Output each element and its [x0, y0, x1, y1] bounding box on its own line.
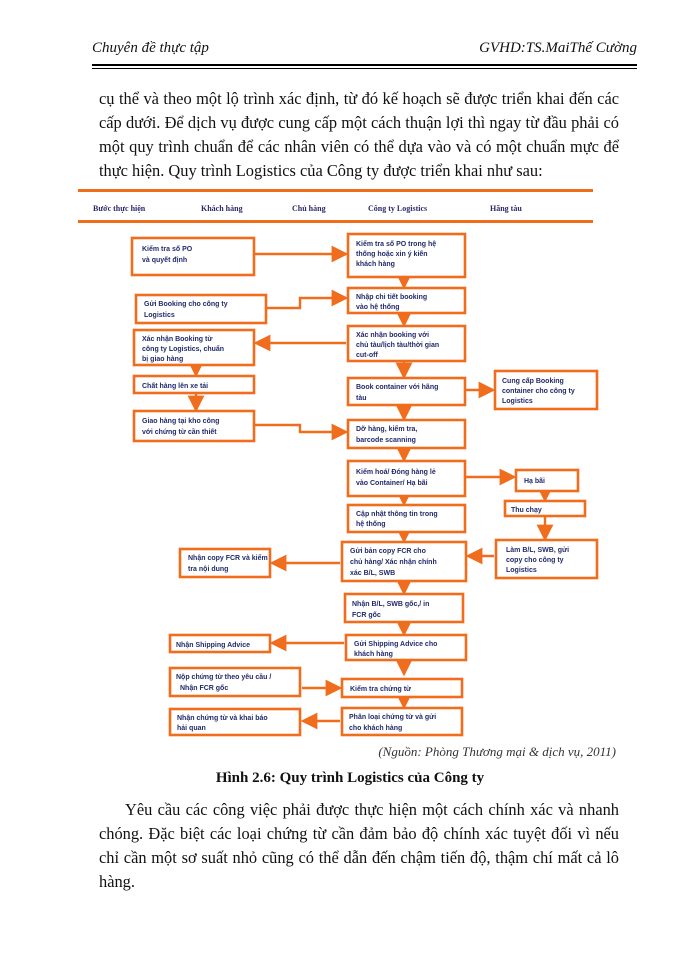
- box-chat-hang: [134, 376, 254, 393]
- box-text-line: bị giao hàng: [142, 356, 184, 363]
- box-text-line: cut-off: [356, 352, 378, 359]
- box-text-line: Phân loại chứng từ và gửi: [349, 714, 437, 721]
- box-text-line: Chất hàng lên xe tải: [142, 383, 209, 390]
- box-gui-shipping: [346, 635, 466, 660]
- box-text-line: và quyết định: [142, 257, 188, 264]
- box-text-line: Logistics: [502, 398, 533, 405]
- header-left: Chuyên đề thực tập: [92, 40, 209, 56]
- box-text-line: thống hoặc xin ý kiến: [356, 251, 428, 258]
- box-gui-ban-copy: [342, 542, 466, 581]
- box-text-line: tra nội dung: [188, 566, 229, 573]
- box-text-line: Hạ bãi: [524, 478, 546, 485]
- box-nhap-booking: [348, 288, 465, 313]
- box-thu-chay: [505, 501, 585, 516]
- box-text-line: vào Container/ Hạ bãi: [356, 480, 428, 487]
- box-xac-nhan-booking-tu: [134, 330, 254, 365]
- box-kiem-tra-po-he-thong: [348, 234, 465, 277]
- box-text-line: Làm B/L, SWB, gửi: [506, 547, 570, 554]
- box-text-line: container cho công ty: [502, 388, 575, 395]
- box-text-line: Nhập chi tiết booking: [356, 294, 428, 301]
- box-text-line: Kiểm tra số PO: [142, 246, 193, 253]
- box-nhan-copy-fcr: [180, 549, 270, 577]
- box-text-line: copy cho công ty: [506, 557, 564, 564]
- box-phan-loai: [342, 708, 462, 735]
- box-text-line: Thu chạy: [511, 507, 542, 514]
- box-text-line: khách hàng: [356, 261, 395, 268]
- box-giao-hang: [134, 411, 254, 441]
- closing-paragraph: Yêu cầu các công việc phải được thực hiện một cách chính xác và nhanh chóng. Đặc biệt các loại chứng từ cần đảm bảo độ chính xác tuyệt đối vì nếu chỉ cần một sơ suất nhỏ cũng có thể dẫn đến chậm tiến độ, thậm chí mất cả lô hàng.: [99, 800, 619, 891]
- box-text-line: Gửi Booking cho công ty: [144, 301, 228, 308]
- box-text-line: Gửi Shipping Advice cho: [354, 641, 438, 648]
- lane-label-shipper: Chủ hàng: [292, 204, 326, 213]
- box-cung-cap-booking: [495, 371, 597, 409]
- box-kiem-hoa: [348, 461, 465, 496]
- box-do-hang: [348, 420, 465, 448]
- box-nhan-shipping: [170, 635, 270, 652]
- box-text-line: barcode scanning: [356, 437, 416, 444]
- box-gui-booking: [136, 295, 266, 323]
- box-text-line: Logistics: [506, 567, 537, 574]
- box-text-line: chủ tàu/lịch tàu/thời gian: [356, 342, 440, 349]
- box-ha-bai: [516, 470, 578, 491]
- figure-source: (Nguồn: Phòng Thương mại & dịch vụ, 2011): [378, 744, 616, 759]
- box-text-line: Dỡ hàng, kiểm tra,: [356, 426, 418, 433]
- box-text-line: cho khách hàng: [349, 725, 403, 732]
- box-text-line: với chứng từ cần thiết: [142, 429, 217, 436]
- box-text-line: Nhận copy FCR và kiểm: [188, 555, 268, 562]
- box-xac-nhan-booking-voi: [348, 326, 465, 361]
- lane-label-carrier: Hãng tàu: [490, 204, 522, 213]
- box-text-line: Gửi bản copy FCR cho: [350, 548, 426, 555]
- box-text-line: Nhận FCR gốc: [180, 685, 229, 692]
- box-text-line: Nhận Shipping Advice: [176, 642, 251, 649]
- box-text-line: công ty Logistics, chuẩn: [142, 346, 225, 353]
- box-text-line: Cung cấp Booking: [502, 378, 564, 385]
- box-text-line: Nộp chứng từ theo yêu cầu /: [176, 674, 272, 681]
- box-text-line: vào hệ thống: [356, 304, 400, 311]
- box-text-line: tàu: [356, 395, 367, 402]
- box-text-line: Book container với hãng: [356, 384, 439, 391]
- box-nop-chung-tu: [170, 668, 300, 696]
- lane-header-rule-top: [78, 189, 593, 192]
- box-text-line: Nhận chứng từ và khai báo: [177, 715, 268, 722]
- box-kiem-tra-chung-tu: [342, 679, 462, 697]
- box-kiem-tra-po: [132, 238, 254, 275]
- box-text-line: xác B/L, SWB: [350, 570, 396, 577]
- figure-caption: Hình 2.6: Quy trình Logistics của Công ty: [215, 770, 485, 786]
- box-text-line: Logistics: [144, 312, 175, 319]
- box-text-line: Kiểm tra chứng từ: [350, 686, 412, 693]
- box-text-line: Cập nhật thông tin trong: [356, 511, 438, 518]
- box-text-line: chủ hàng/ Xác nhận chính: [350, 559, 437, 566]
- box-text-line: Nhận B/L, SWB gốc,/ in: [352, 601, 430, 608]
- box-cap-nhat: [348, 505, 465, 532]
- box-book-container: [348, 378, 465, 405]
- box-text-line: khách hàng: [354, 651, 393, 658]
- box-text-line: Xác nhận Booking từ: [142, 336, 213, 343]
- box-text-line: hệ thống: [356, 521, 386, 528]
- box-lam-bl: [496, 540, 597, 578]
- intro-paragraph: cụ thể và theo một lộ trình xác định, từ đó kế hoạch sẽ được triển khai đến các cấp dưới. Để dịch vụ được cung cấp một cách thuận lợi thì ngay từ đầu phải có một quy trình chuẩn để các nhân viên có thể dựa vào và có một chuẩn mực để thực hiện. Quy trình Logistics của Công ty được triển khai như sau:: [99, 89, 619, 180]
- box-text-line: Kiểm tra số PO trong hệ: [356, 241, 437, 248]
- lane-label-customer: Khách hàng: [201, 204, 243, 213]
- lane-header-rule-bottom: [78, 220, 593, 223]
- box-nhan-chung-tu: [170, 709, 300, 735]
- arrow-deliver-to-unload: [254, 425, 346, 432]
- box-text-line: Kiểm hoá/ Đóng hàng lẻ: [356, 469, 436, 476]
- lane-label-logistics: Công ty Logistics: [368, 204, 428, 213]
- lane-label-step: Bước thực hiện: [93, 204, 146, 213]
- box-text-line: Giao hàng tại kho công: [142, 418, 220, 425]
- box-text-line: FCR gốc: [352, 612, 381, 619]
- header-right: GVHD:TS.MaiThế Cường: [479, 40, 637, 56]
- box-nhan-bl: [345, 594, 463, 622]
- box-text-line: Xác nhận booking với: [356, 332, 430, 339]
- arrow-send-booking-to-entry: [267, 298, 346, 308]
- box-text-line: hải quan: [177, 725, 206, 732]
